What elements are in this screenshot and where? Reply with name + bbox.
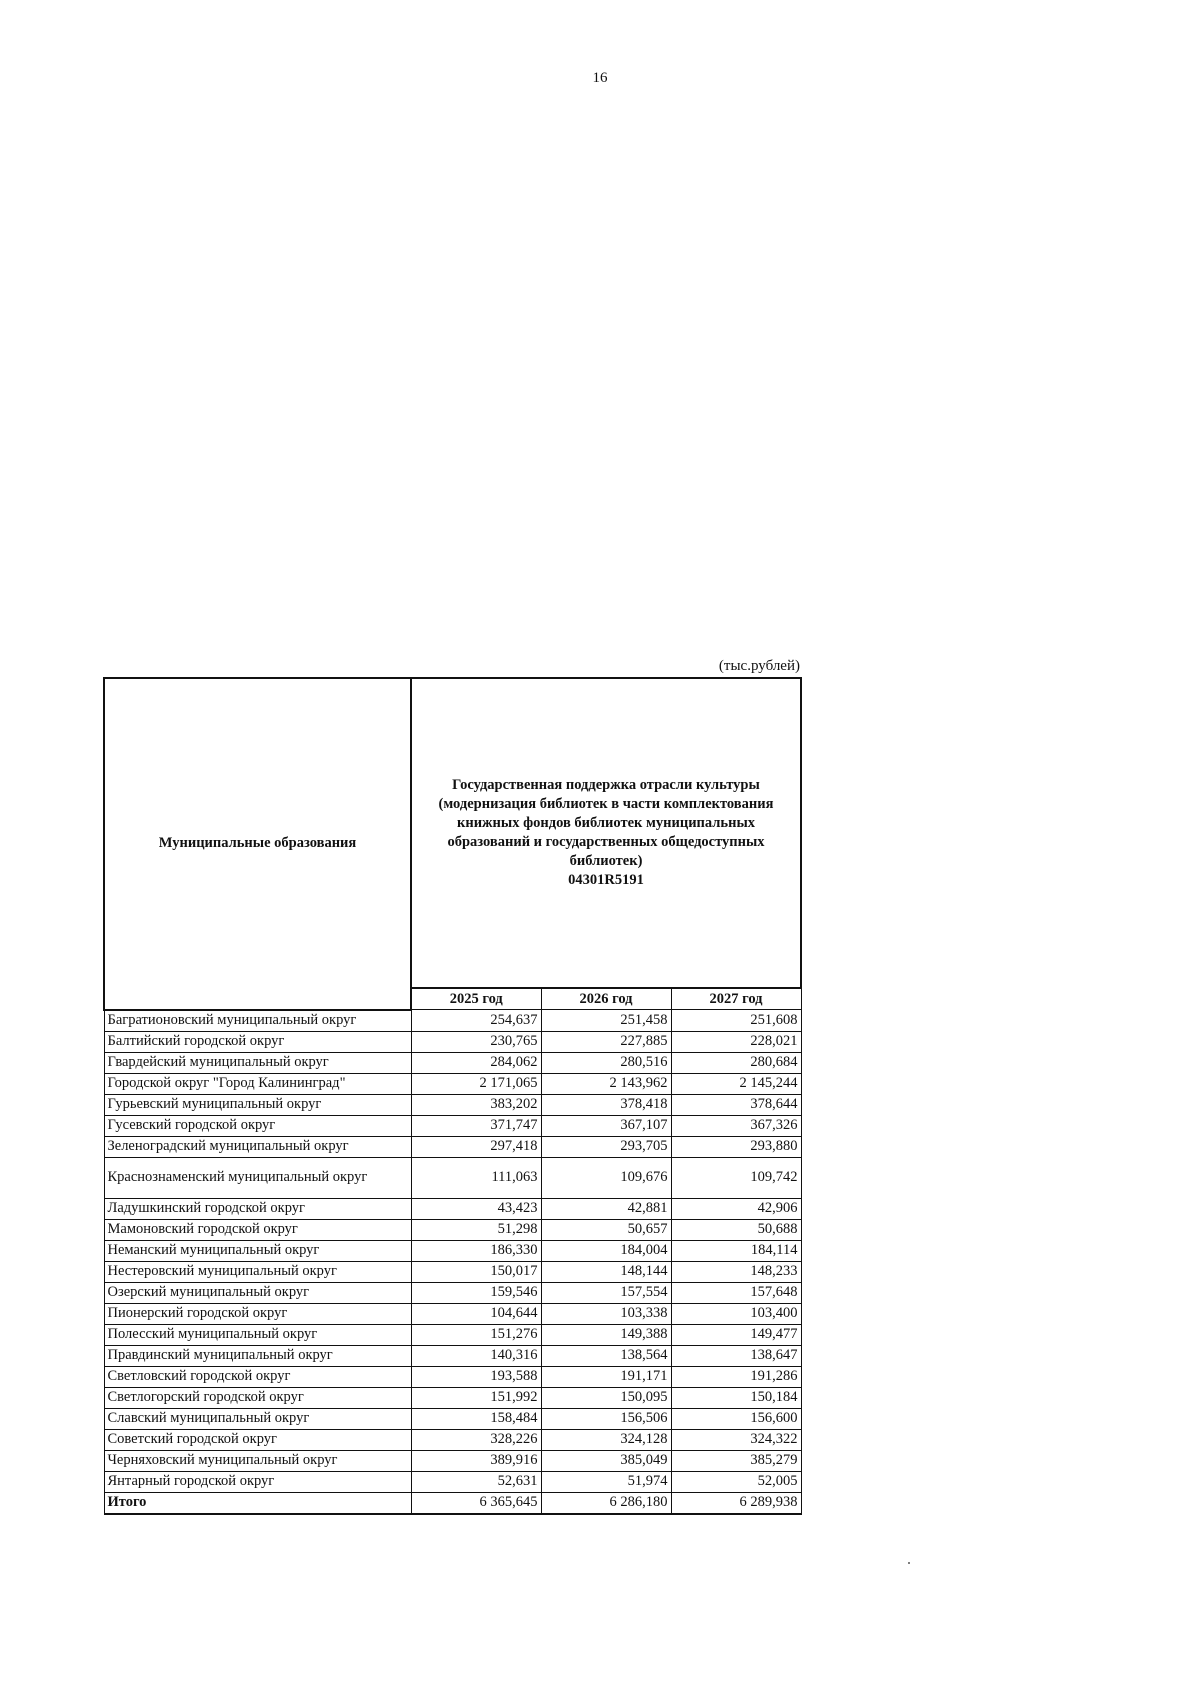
row-value-2025: 111,063 <box>411 1157 541 1198</box>
table-row <box>104 1261 801 1282</box>
row-value-2026: 191,171 <box>541 1366 671 1387</box>
row-municipality: Гусевский городской округ <box>104 1115 411 1136</box>
row-municipality: Озерский муниципальный округ <box>104 1282 411 1303</box>
table-row <box>104 1345 801 1366</box>
row-value-2025: 389,916 <box>411 1450 541 1471</box>
row-value-2025: 43,423 <box>411 1198 541 1219</box>
row-municipality: Городской округ "Город Калининград" <box>104 1073 411 1094</box>
scan-speck <box>908 1562 910 1564</box>
table-row <box>104 1450 801 1471</box>
row-value-2025: 2 171,065 <box>411 1073 541 1094</box>
row-value-2027: 280,684 <box>671 1052 801 1073</box>
row-value-2026: 251,458 <box>541 1010 671 1032</box>
row-value-2025: 230,765 <box>411 1031 541 1052</box>
table-row <box>104 1136 801 1157</box>
row-value-2027: 103,400 <box>671 1303 801 1324</box>
row-value-2027: 109,742 <box>671 1157 801 1198</box>
row-value-2027: 52,005 <box>671 1471 801 1492</box>
year-header-2025: 2025 год <box>411 988 541 1010</box>
row-value-2026: 51,974 <box>541 1471 671 1492</box>
row-value-2026: 227,885 <box>541 1031 671 1052</box>
row-value-2025: 284,062 <box>411 1052 541 1073</box>
header-row <box>104 678 801 988</box>
row-value-2025: 254,637 <box>411 1010 541 1032</box>
row-value-2026: 149,388 <box>541 1324 671 1345</box>
row-value-2027: 293,880 <box>671 1136 801 1157</box>
row-value-2026: 109,676 <box>541 1157 671 1198</box>
row-value-2025: 193,588 <box>411 1366 541 1387</box>
table-row <box>104 1052 801 1073</box>
row-value-2026: 138,564 <box>541 1345 671 1366</box>
row-value-2026: 2 143,962 <box>541 1073 671 1094</box>
row-value-2026: 156,506 <box>541 1408 671 1429</box>
row-value-2026: 184,004 <box>541 1240 671 1261</box>
table-row <box>104 1408 801 1429</box>
row-value-2027: 149,477 <box>671 1324 801 1345</box>
total-value-2026: 6 286,180 <box>541 1492 671 1514</box>
total-value-2027: 6 289,938 <box>671 1492 801 1514</box>
row-value-2025: 150,017 <box>411 1261 541 1282</box>
row-value-2027: 378,644 <box>671 1094 801 1115</box>
row-value-2027: 251,608 <box>671 1010 801 1032</box>
header-program-line: библиотек) <box>569 853 643 869</box>
row-value-2027: 150,184 <box>671 1387 801 1408</box>
row-value-2025: 186,330 <box>411 1240 541 1261</box>
row-municipality: Янтарный городской округ <box>104 1471 411 1492</box>
header-program-line: книжных фондов библиотек муниципальных <box>456 815 756 831</box>
row-municipality: Багратионовский муниципальный округ <box>104 1010 411 1032</box>
row-value-2025: 159,546 <box>411 1282 541 1303</box>
budget-table <box>103 677 802 1515</box>
header-municipalities: Муниципальные образования <box>104 678 411 1010</box>
header-program-line: (модернизация библиотек в части комплектования <box>438 796 774 812</box>
year-header-2026: 2026 год <box>541 988 671 1010</box>
row-value-2026: 378,418 <box>541 1094 671 1115</box>
row-value-2026: 42,881 <box>541 1198 671 1219</box>
row-value-2025: 51,298 <box>411 1219 541 1240</box>
table-row <box>104 1010 801 1032</box>
row-value-2026: 324,128 <box>541 1429 671 1450</box>
table-row <box>104 1115 801 1136</box>
table-row <box>104 1387 801 1408</box>
row-value-2027: 50,688 <box>671 1219 801 1240</box>
table-row <box>104 1198 801 1219</box>
row-municipality: Светлогорский городской округ <box>104 1387 411 1408</box>
table-row <box>104 1471 801 1492</box>
table-row <box>104 1094 801 1115</box>
header-program-line: образований и государственных общедоступных <box>447 834 765 850</box>
row-value-2027: 148,233 <box>671 1261 801 1282</box>
row-value-2027: 157,648 <box>671 1282 801 1303</box>
row-value-2027: 184,114 <box>671 1240 801 1261</box>
row-value-2025: 383,202 <box>411 1094 541 1115</box>
row-value-2026: 293,705 <box>541 1136 671 1157</box>
row-municipality: Гурьевский муниципальный округ <box>104 1094 411 1115</box>
header-program <box>411 678 801 988</box>
row-value-2026: 50,657 <box>541 1219 671 1240</box>
row-value-2027: 228,021 <box>671 1031 801 1052</box>
row-municipality: Неманский муниципальный округ <box>104 1240 411 1261</box>
row-value-2026: 280,516 <box>541 1052 671 1073</box>
row-value-2027: 191,286 <box>671 1366 801 1387</box>
row-value-2025: 371,747 <box>411 1115 541 1136</box>
row-value-2027: 138,647 <box>671 1345 801 1366</box>
row-value-2026: 367,107 <box>541 1115 671 1136</box>
row-municipality: Светловский городской округ <box>104 1366 411 1387</box>
row-value-2027: 2 145,244 <box>671 1073 801 1094</box>
row-municipality: Балтийский городской округ <box>104 1031 411 1052</box>
row-value-2025: 104,644 <box>411 1303 541 1324</box>
row-value-2025: 140,316 <box>411 1345 541 1366</box>
row-municipality: Черняховский муниципальный округ <box>104 1450 411 1471</box>
table-row <box>104 1282 801 1303</box>
row-municipality: Советский городской округ <box>104 1429 411 1450</box>
table-row <box>104 1240 801 1261</box>
row-value-2027: 367,326 <box>671 1115 801 1136</box>
row-value-2025: 328,226 <box>411 1429 541 1450</box>
row-municipality: Пионерский городской округ <box>104 1303 411 1324</box>
row-value-2026: 157,554 <box>541 1282 671 1303</box>
row-value-2025: 151,992 <box>411 1387 541 1408</box>
table-row <box>104 1073 801 1094</box>
row-value-2025: 297,418 <box>411 1136 541 1157</box>
table-row <box>104 1303 801 1324</box>
table-row <box>104 1366 801 1387</box>
page-number: 16 <box>592 70 608 86</box>
row-municipality: Мамоновский городской округ <box>104 1219 411 1240</box>
row-value-2025: 151,276 <box>411 1324 541 1345</box>
units-label: (тыс.рублей) <box>718 658 800 674</box>
row-value-2026: 103,338 <box>541 1303 671 1324</box>
total-row <box>104 1492 801 1514</box>
row-value-2027: 156,600 <box>671 1408 801 1429</box>
row-municipality: Славский муниципальный округ <box>104 1408 411 1429</box>
header-program-line: Государственная поддержка отрасли культуры <box>452 777 760 793</box>
row-municipality: Краснознаменский муниципальный округ <box>104 1157 411 1198</box>
table-row <box>104 1157 801 1198</box>
row-municipality: Ладушкинский городской округ <box>104 1198 411 1219</box>
row-value-2027: 42,906 <box>671 1198 801 1219</box>
row-municipality: Зеленоградский муниципальный округ <box>104 1136 411 1157</box>
row-value-2026: 385,049 <box>541 1450 671 1471</box>
row-municipality: Полесский муниципальный округ <box>104 1324 411 1345</box>
row-value-2026: 148,144 <box>541 1261 671 1282</box>
row-value-2025: 158,484 <box>411 1408 541 1429</box>
row-municipality: Гвардейский муниципальный округ <box>104 1052 411 1073</box>
table-row <box>104 1324 801 1345</box>
row-value-2027: 324,322 <box>671 1429 801 1450</box>
row-value-2026: 150,095 <box>541 1387 671 1408</box>
total-label: Итого <box>104 1492 411 1514</box>
total-value-2025: 6 365,645 <box>411 1492 541 1514</box>
table-row <box>104 1031 801 1052</box>
row-value-2025: 52,631 <box>411 1471 541 1492</box>
table-row <box>104 1219 801 1240</box>
row-municipality: Нестеровский муниципальный округ <box>104 1261 411 1282</box>
header-program-code: 04301R5191 <box>568 872 644 888</box>
year-header-2027: 2027 год <box>671 988 801 1010</box>
table-row <box>104 1429 801 1450</box>
row-value-2027: 385,279 <box>671 1450 801 1471</box>
row-municipality: Правдинский муниципальный округ <box>104 1345 411 1366</box>
